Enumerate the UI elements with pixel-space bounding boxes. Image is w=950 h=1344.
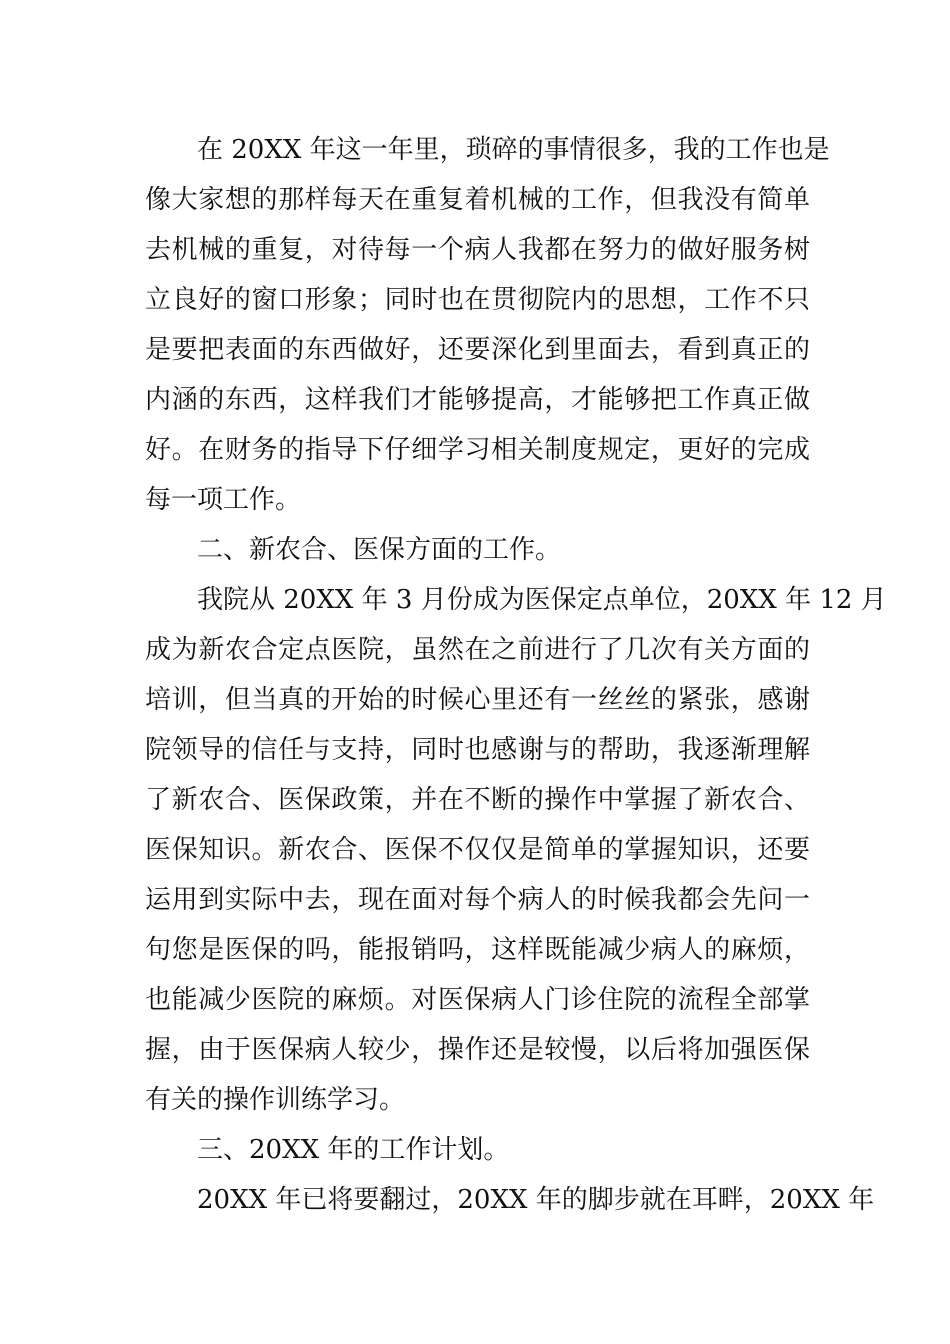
paragraph-2-line-3: 培训，但当真的开始的时候心里还有一丝丝的紧张，感谢 [145,685,810,715]
section-heading-3: 三、20XX 年的工作计划。 [197,1135,510,1165]
paragraph-3-line-1: 20XX 年已将要翻过，20XX 年的脚步就在耳畔，20XX 年 [197,1185,875,1215]
section-heading-2: 二、新农合、医保方面的工作。 [197,535,562,565]
paragraph-1-line-6: 内涵的东西，这样我们才能够提高，才能够把工作真正做 [145,385,810,415]
paragraph-2-line-6: 医保知识。新农合、医保不仅仅是简单的掌握知识，还要 [145,835,810,865]
paragraph-1-line-1: 在 20XX 年这一年里，琐碎的事情很多，我的工作也是 [197,135,830,165]
paragraph-2-line-1: 我院从 20XX 年 3 月份成为医保定点单位，20XX 年 12 月 [197,585,887,615]
paragraph-2-line-5: 了新农合、医保政策，并在不断的操作中掌握了新农合、 [145,785,810,815]
paragraph-1-line-7: 好。在财务的指导下仔细学习相关制度规定，更好的完成 [145,435,810,465]
paragraph-2-line-7: 运用到实际中去，现在面对每个病人的时候我都会先问一 [145,885,810,915]
paragraph-1-line-2: 像大家想的那样每天在重复着机械的工作，但我没有简单 [145,185,810,215]
paragraph-1-line-4: 立良好的窗口形象；同时也在贯彻院内的思想，工作不只 [145,285,810,315]
paragraph-1-line-3: 去机械的重复，对待每一个病人我都在努力的做好服务树 [145,235,810,265]
paragraph-2-line-2: 成为新农合定点医院，虽然在之前进行了几次有关方面的 [145,635,810,665]
paragraph-2-line-8: 句您是医保的吗，能报销吗，这样既能减少病人的麻烦， [145,935,810,965]
paragraph-1-line-8: 每一项工作。 [145,485,302,515]
paragraph-2-line-4: 院领导的信任与支持，同时也感谢与的帮助，我逐渐理解 [145,735,810,765]
paragraph-2-line-11: 有关的操作训练学习。 [145,1085,406,1115]
paragraph-2-line-10: 握，由于医保病人较少，操作还是较慢，以后将加强医保 [145,1035,810,1065]
paragraph-2-line-9: 也能减少医院的麻烦。对医保病人门诊住院的流程全部掌 [145,985,810,1015]
paragraph-1-line-5: 是要把表面的东西做好，还要深化到里面去，看到真正的 [145,335,810,365]
